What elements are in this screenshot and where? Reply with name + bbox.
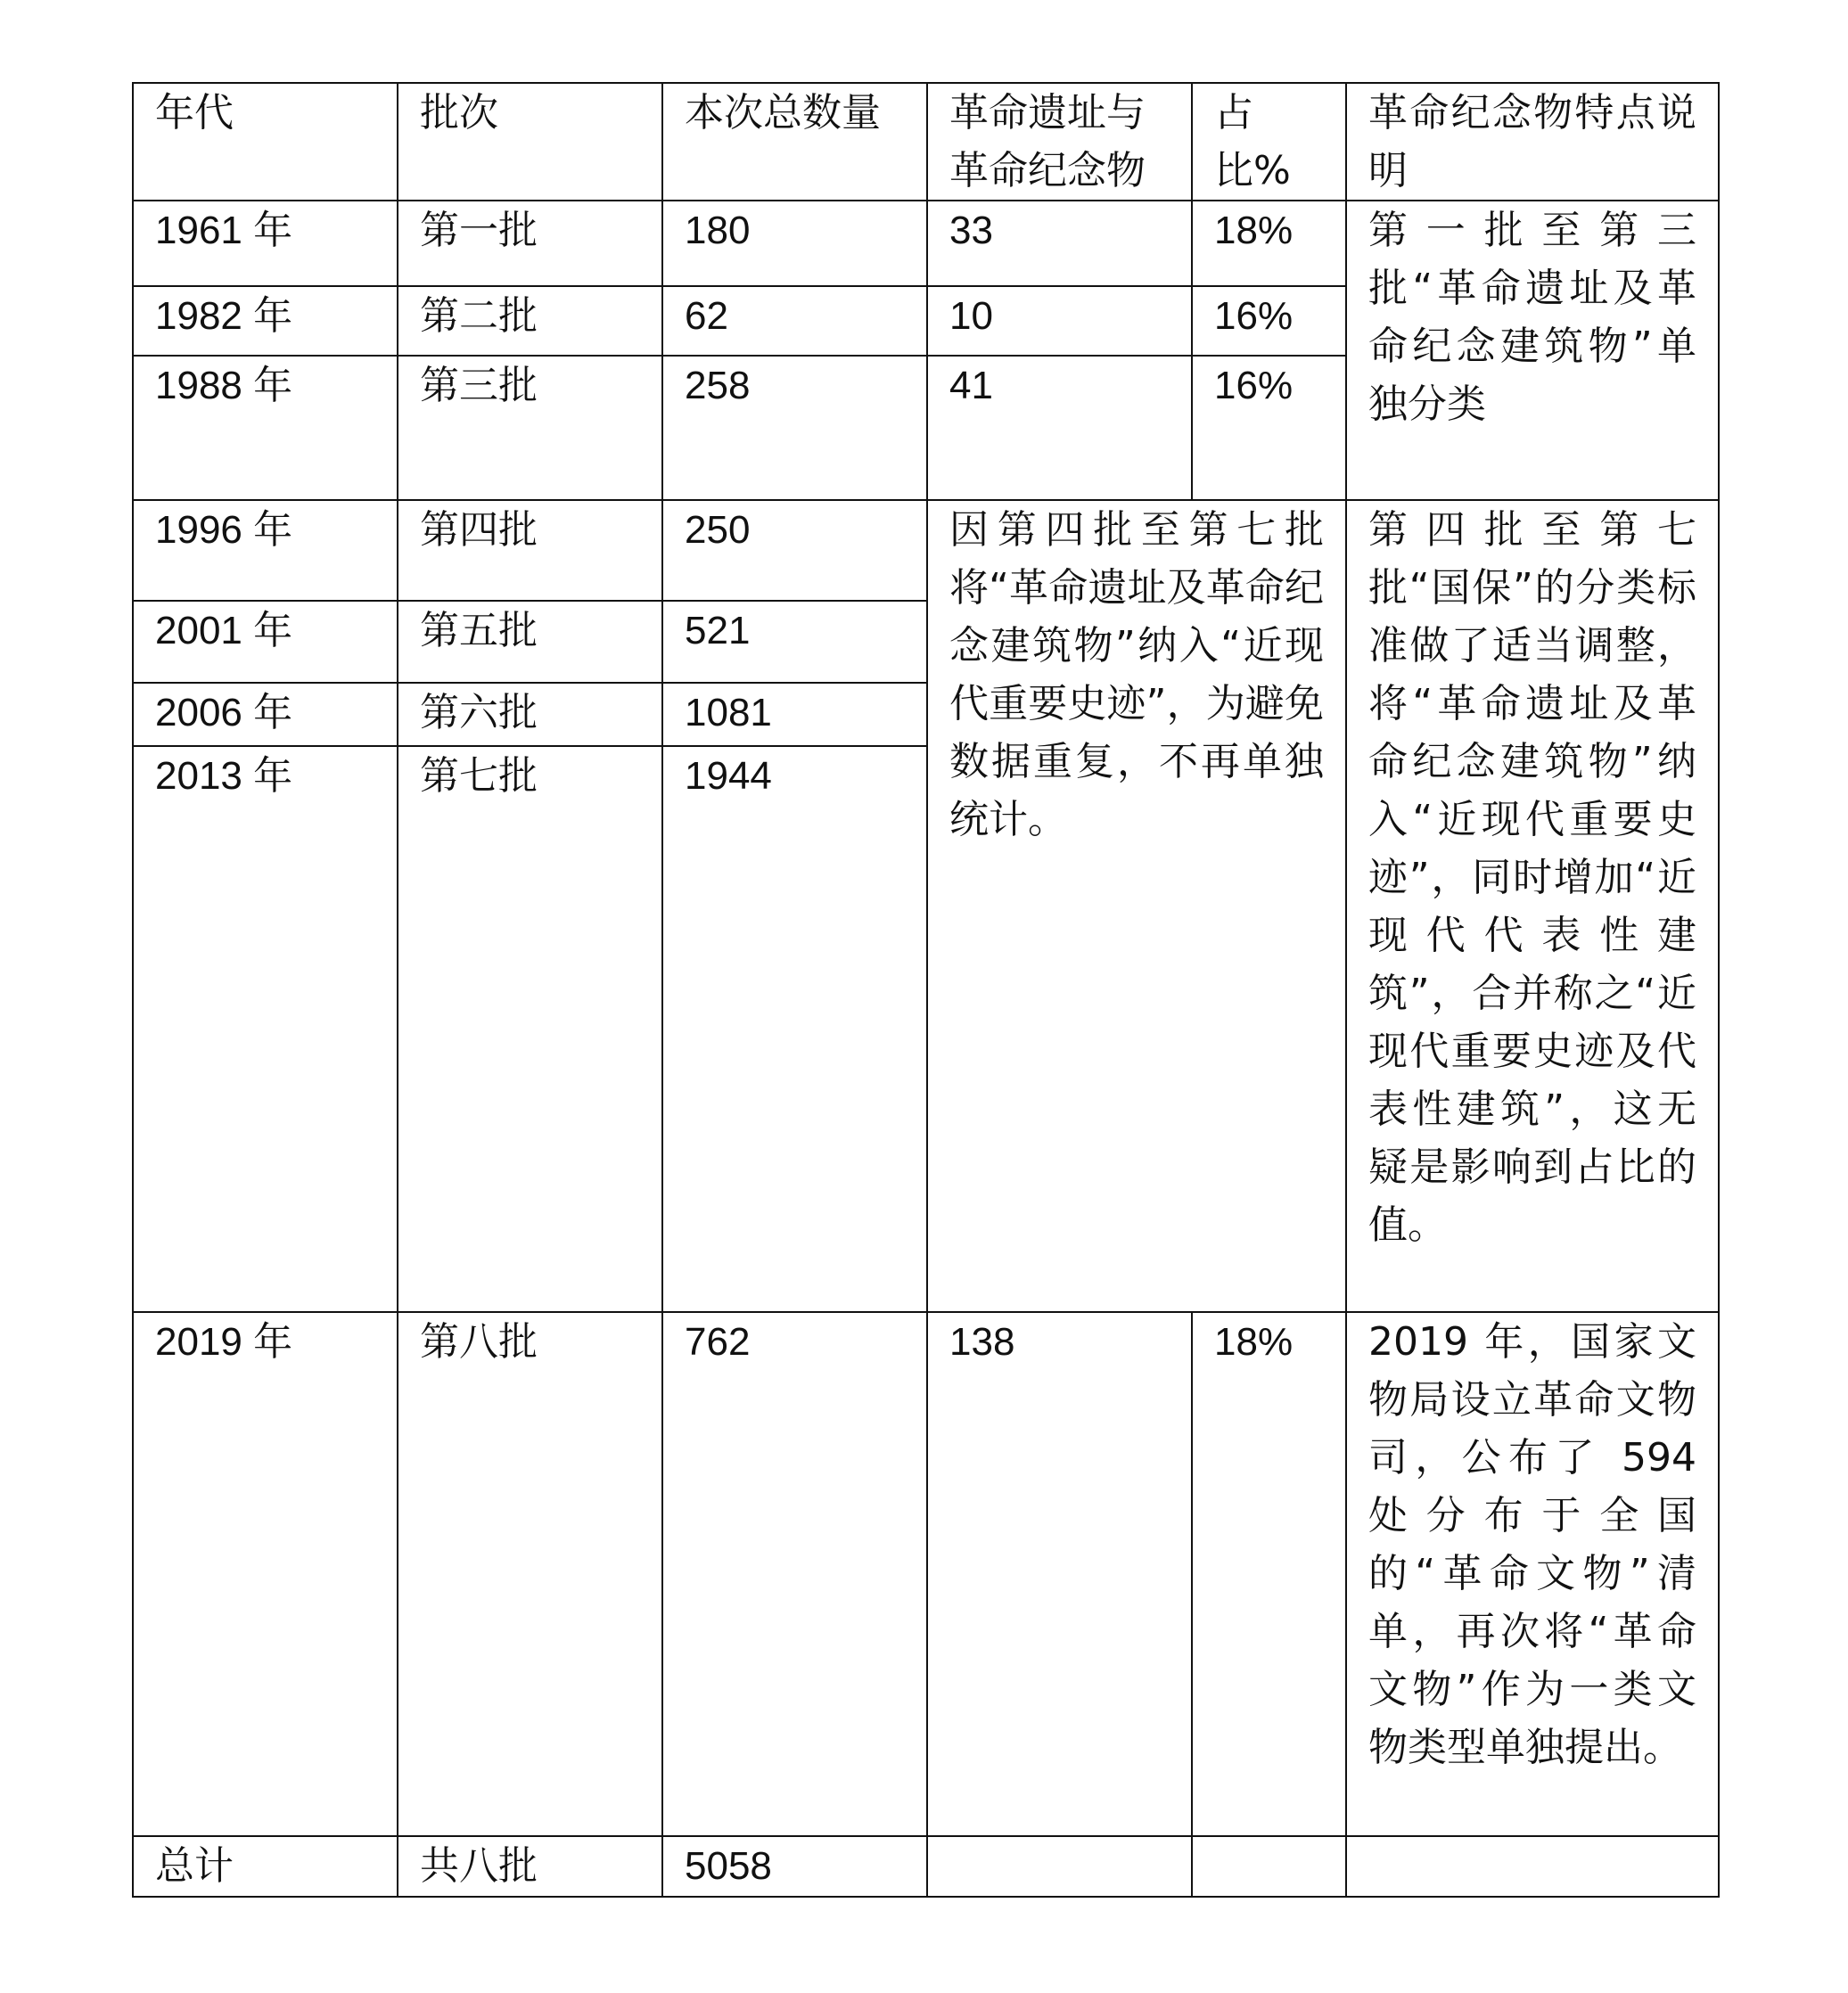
cell-note (1346, 1836, 1719, 1897)
cell-ratio (1192, 1836, 1346, 1897)
cell-year: 1961 年 (133, 201, 398, 286)
cell-year: 2001 年 (133, 601, 398, 683)
cell-ratio: 18% (1192, 1312, 1346, 1836)
cell-year: 1996 年 (133, 500, 398, 601)
cell-batch: 第五批 (398, 601, 662, 683)
data-table (132, 82, 1720, 1898)
cell-count: 33 (927, 201, 1192, 286)
header-batch: 批次 (398, 83, 662, 201)
cell-year: 2006 年 (133, 683, 398, 746)
cell-count: 138 (927, 1312, 1192, 1836)
cell-batch: 第八批 (398, 1312, 662, 1836)
cell-count: 10 (927, 286, 1192, 356)
cell-total: 1944 (662, 746, 927, 1312)
table-row (133, 500, 1719, 601)
cell-year: 2019 年 (133, 1312, 398, 1836)
total-row (133, 1836, 1719, 1897)
cell-batch: 共八批 (398, 1836, 662, 1897)
cell-count: 41 (927, 356, 1192, 500)
note-group-2: 第四批至第七批“国保”的分类标准做了适当调整，将“革命遗址及革命纪念建筑物”纳入“近现代重要史迹”，同时增加“近现代代表性建筑”，合并称之“近现代重要史迹及代表性建筑”，这无疑是影响到占比的值。 (1346, 500, 1719, 1312)
note-group-3: 2019 年，国家文物局设立革命文物司，公布了 594 处分布于全国的“革命文物”清单，再次将“革命文物”作为一类文物类型单独提出。 (1346, 1312, 1719, 1836)
header-total: 本次总数量 (662, 83, 927, 201)
header-ratio: 占比% (1192, 83, 1346, 201)
cell-ratio: 18% (1192, 201, 1346, 286)
cell-batch: 第一批 (398, 201, 662, 286)
header-note: 革命纪念物特点说明 (1346, 83, 1719, 201)
header-row (133, 83, 1719, 201)
note-group-1: 第一批至第三批“革命遗址及革命纪念建筑物”单独分类 (1346, 201, 1719, 500)
cell-total: 62 (662, 286, 927, 356)
header-year: 年代 (133, 83, 398, 201)
cell-total: 258 (662, 356, 927, 500)
cell-batch: 第六批 (398, 683, 662, 746)
cell-batch: 第七批 (398, 746, 662, 1312)
note-group-2-count: 因第四批至第七批将“革命遗址及革命纪念建筑物”纳入“近现代重要史迹”，为避免数据重复，不再单独统计。 (927, 500, 1346, 1312)
cell-batch: 第四批 (398, 500, 662, 601)
header-revolutionary-count: 革命遗址与革命纪念物 (927, 83, 1192, 201)
cell-batch: 第三批 (398, 356, 662, 500)
cell-batch: 第二批 (398, 286, 662, 356)
cell-count (927, 1836, 1192, 1897)
cell-total: 521 (662, 601, 927, 683)
cell-year: 2013 年 (133, 746, 398, 1312)
cell-total: 1081 (662, 683, 927, 746)
cell-total: 250 (662, 500, 927, 601)
cell-year: 1982 年 (133, 286, 398, 356)
cell-year: 总计 (133, 1836, 398, 1897)
cell-year: 1988 年 (133, 356, 398, 500)
table-row (133, 201, 1719, 286)
cell-ratio: 16% (1192, 286, 1346, 356)
cell-ratio: 16% (1192, 356, 1346, 500)
cell-total: 5058 (662, 1836, 927, 1897)
cell-total: 762 (662, 1312, 927, 1836)
table-row (133, 1312, 1719, 1836)
cell-total: 180 (662, 201, 927, 286)
